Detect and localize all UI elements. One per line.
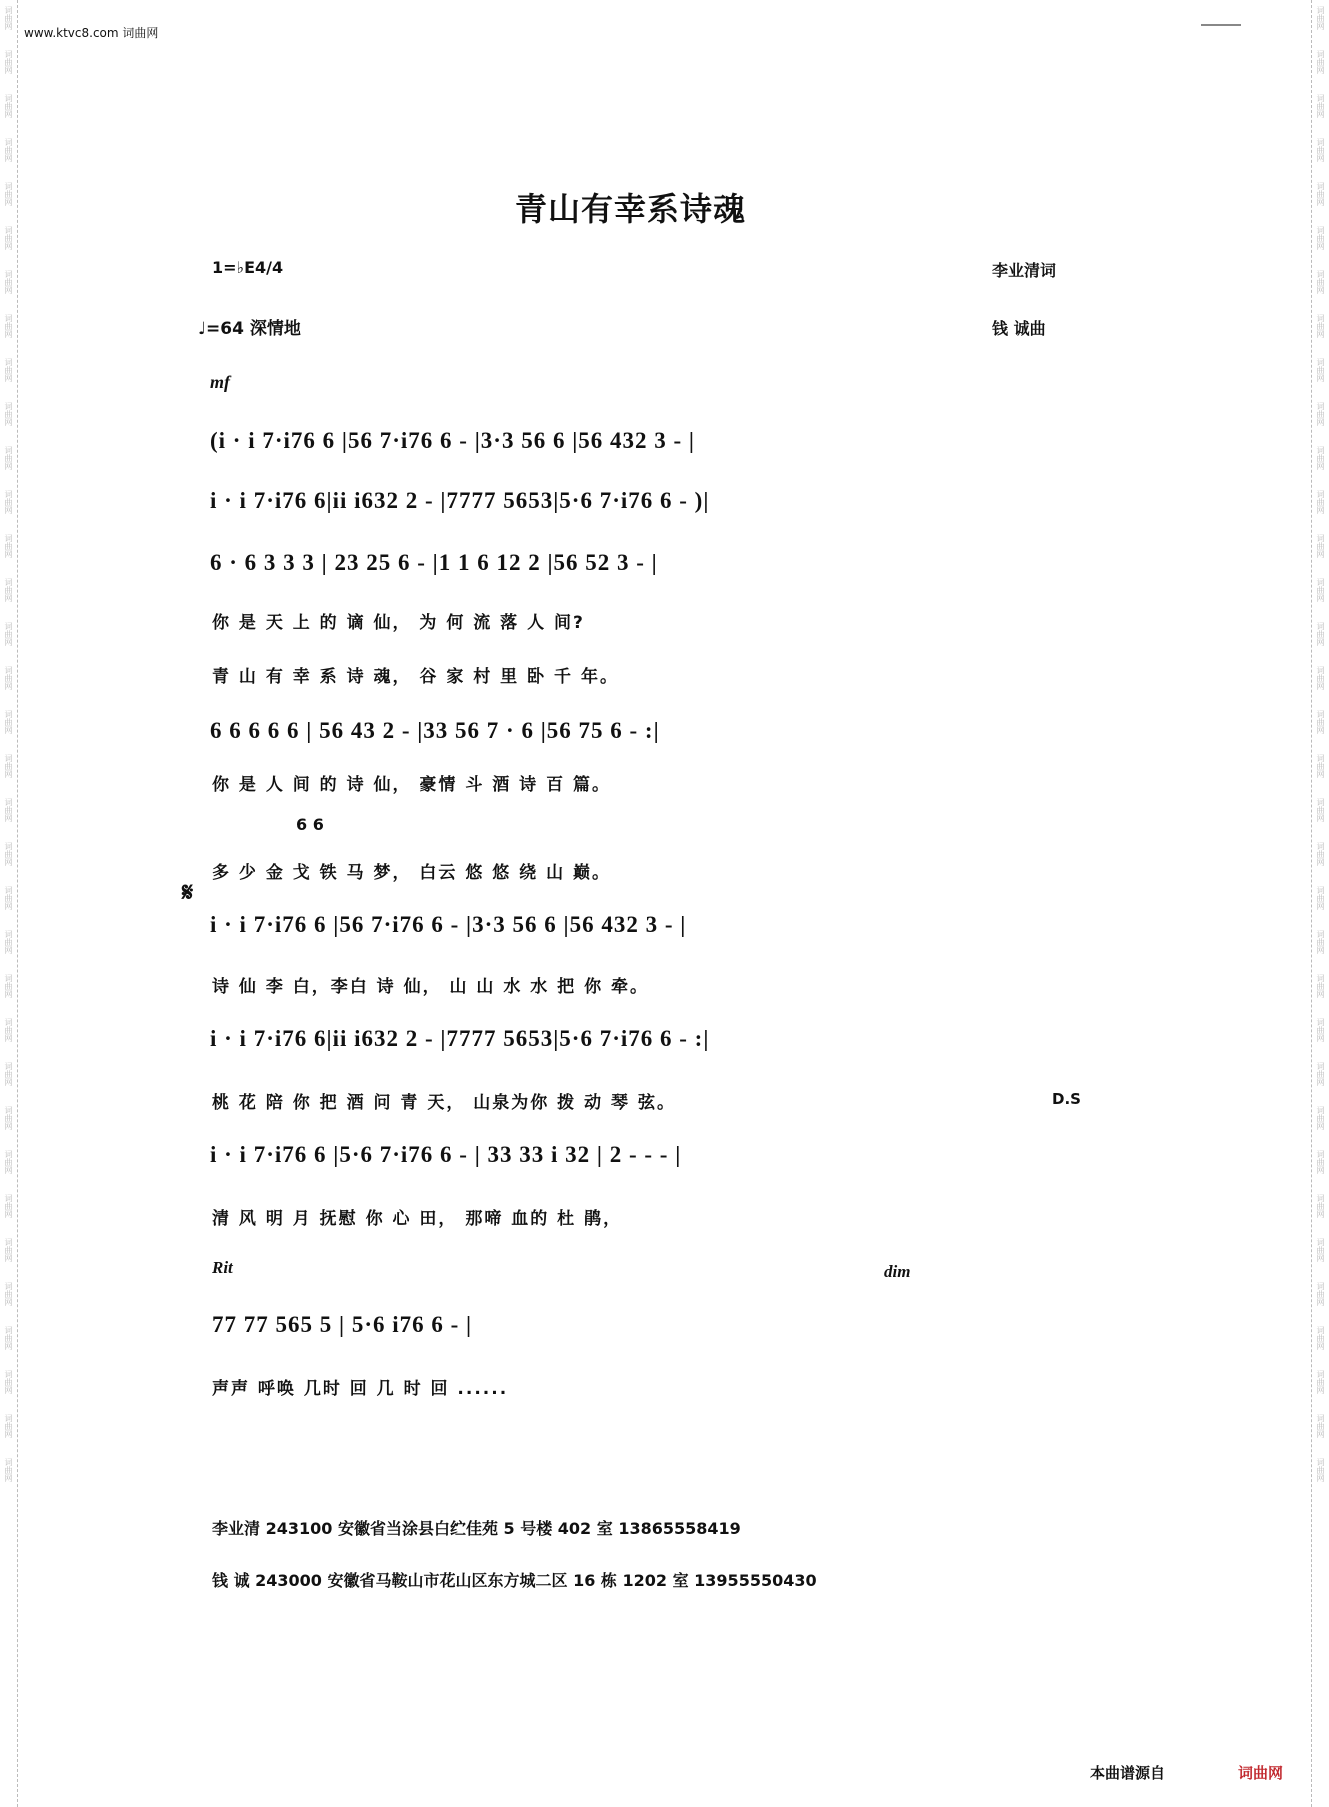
rit-marking: Rit xyxy=(212,1258,233,1277)
ds-marking: D.S xyxy=(1052,1090,1081,1108)
contact-lyricist: 李业清 243100 安徽省当涂县白纻佳苑 5 号楼 402 室 13865558419 xyxy=(212,1519,741,1538)
composer: 钱 诚曲 xyxy=(992,319,1046,338)
segno-sign: 𝄋 xyxy=(182,878,194,908)
notation-line-7: i · i 7·i76 6 |5·6 7·i76 6 - | 33 33 i 32 | 2 - - - | xyxy=(210,1142,682,1167)
notation-line-6: i · i 7·i76 6|ii i632 2 - |7777 5653|5·6 7·i76 6 - :| xyxy=(210,1026,710,1051)
lyric-line-6: 桃 花 陪 你 把 酒 问 青 天， 山泉为你 拨 动 琴 弦。 xyxy=(212,1093,676,1113)
lyric-line-4: 多 少 金 戈 铁 马 梦， 白云 悠 悠 绕 山 巅。 xyxy=(212,863,612,883)
contact-composer: 钱 诚 243000 安徽省马鞍山市花山区东方城二区 16 栋 1202 室 13955550430 xyxy=(212,1571,817,1590)
page-title: 青山有幸系诗魂 xyxy=(515,190,747,228)
notation-line-5: i · i 7·i76 6 |56 7·i76 6 - |3·3 56 6 |56 432 3 - | xyxy=(210,912,687,937)
source-label: 本曲谱源自 xyxy=(1090,1764,1166,1782)
notation-line-3: 6 · 6 3 3 3 | 23 25 6 - |1 1 6 12 2 |56 52 3 - | xyxy=(210,550,658,575)
small-notes: 6 6 xyxy=(296,815,324,834)
lyric-line-7: 清 风 明 月 抚慰 你 心 田， 那啼 血的 杜 鹃， xyxy=(212,1209,623,1229)
lyric-line-3: 你 是 人 间 的 诗 仙， 豪情 斗 酒 诗 百 篇。 xyxy=(212,775,612,795)
source-site-link[interactable]: 词曲网 xyxy=(1238,1764,1284,1782)
corner-rule xyxy=(1201,24,1241,26)
dim-marking: dim xyxy=(884,1262,911,1281)
lyricist: 李业清词 xyxy=(992,261,1057,280)
lyric-line-2: 青 山 有 幸 系 诗 魂， 谷 家 村 里 卧 千 年。 xyxy=(212,667,619,687)
lyric-line-8: 声声 呼唤 几时 回 几 时 回 ...... xyxy=(212,1379,509,1399)
right-watermark-strip: 词曲网 词曲网 词曲网 词曲网 词曲网 词曲网 词曲网 词曲网 词曲网 词曲网 词曲网 词曲网 词曲网 词曲网 词曲网 词曲网 词曲网 词曲网 词曲网 词曲网 词曲网 词曲网 词曲网 词曲网 词曲网 词曲网 词曲网 词曲网 词曲网 词曲网 词曲网 词曲网 词曲网 词曲网 xyxy=(1311,0,1329,1807)
tempo-marking: ♩=64 深情地 xyxy=(198,319,301,339)
notation-line-2: i · i 7·i76 6|ii i632 2 - |7777 5653|5·6 7·i76 6 - )| xyxy=(210,488,710,513)
lyric-line-5: 诗 仙 李 白，李白 诗 仙， 山 山 水 水 把 你 牵。 xyxy=(212,977,650,997)
left-watermark-strip: 词曲网 词曲网 词曲网 词曲网 词曲网 词曲网 词曲网 词曲网 词曲网 词曲网 词曲网 词曲网 词曲网 词曲网 词曲网 词曲网 词曲网 词曲网 词曲网 词曲网 词曲网 词曲网 词曲网 词曲网 词曲网 词曲网 词曲网 词曲网 词曲网 词曲网 词曲网 词曲网 词曲网 词曲网 xyxy=(0,0,18,1807)
notation-line-8: 77 77 565 5 | 5·6 i76 6 - | xyxy=(212,1312,473,1337)
dynamic-mf: mf xyxy=(210,372,230,392)
lyric-line-1: 你 是 天 上 的 谪 仙， 为 何 流 落 人 间? xyxy=(212,613,585,633)
site-url[interactable]: www.ktvc8.com 词曲网 xyxy=(24,26,159,40)
notation-line-1: (i · i 7·i76 6 |56 7·i76 6 - |3·3 56 6 |56 432 3 - | xyxy=(210,428,695,453)
key-signature: 1=♭E4/4 xyxy=(212,258,284,277)
notation-line-4: 6 6 6 6 6 | 56 43 2 - |33 56 7 · 6 |56 75 6 - :| xyxy=(210,718,660,743)
